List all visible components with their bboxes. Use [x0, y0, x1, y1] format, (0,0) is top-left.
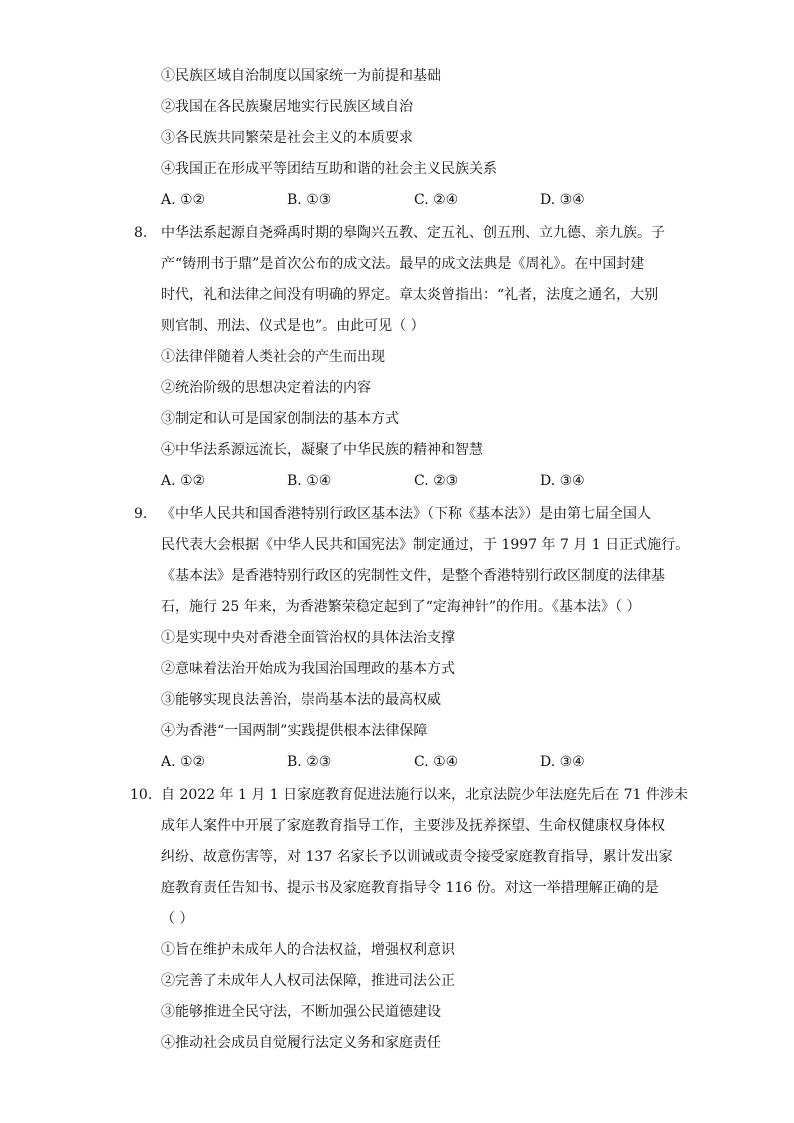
option-c: C. ①④	[414, 754, 459, 770]
statement: ③能够实现良法善治，崇尚基本法的最高权威	[161, 692, 441, 708]
option-a: A. ①②	[161, 754, 206, 770]
option-a: A. ①②	[161, 473, 206, 489]
statement: ②我国在各民族聚居地实行民族区域自治	[161, 99, 413, 115]
statement: ④我国正在形成平等团结互助和谐的社会主义民族关系	[161, 161, 497, 177]
statement: ①是实现中央对香港全面管治权的具体法治支撑	[161, 630, 455, 646]
option-c: C. ②④	[414, 192, 459, 208]
stem-line: 中华法系起源自尧舜禹时期的皋陶兴五教、定五礼、创五刑、立九德、亲九族。子	[161, 225, 665, 241]
option-b: B. ②③	[287, 754, 332, 770]
question-number: 9.	[134, 506, 148, 522]
option-d: D. ③④	[540, 192, 585, 208]
statement: ①法律伴随着人类社会的产生而出现	[161, 349, 385, 365]
option-c: C. ②③	[414, 473, 459, 489]
stem-line: 产“铸刑书于鼎”是首次公布的成文法。最早的成文法典是《周礼》。在中国封建	[161, 256, 645, 272]
stem-line: 《中华人民共和国香港特别行政区基本法》（下称《基本法》）是由第七届全国人	[161, 506, 651, 522]
stem-line: 自 2022 年 1 月 1 日家庭教育促进法施行以来，北京法院少年法庭先后在 71 件涉未	[161, 787, 688, 803]
statement: ②意味着法治开始成为我国治国理政的基本方式	[161, 661, 455, 677]
option-b: B. ①④	[287, 473, 332, 489]
stem-line: 时代，礼和法律之间没有明确的界定。章太炎曾指出：“礼者，法度之通名，大别	[161, 287, 659, 303]
statement: ④为香港“一国两制”实践提供根本法律保障	[161, 723, 428, 739]
statement: ③制定和认可是国家创制法的基本方式	[161, 411, 399, 427]
question-number: 10.	[130, 787, 153, 803]
statement: ①旨在维护未成年人的合法权益，增强权利意识	[161, 942, 455, 958]
option-b: B. ①③	[287, 192, 332, 208]
stem-line: 纠纷、故意伤害等，对 137 名家长予以训诫或责令接受家庭教育指导，累计发出家	[161, 849, 673, 865]
statement: ④中华法系源远流长，凝聚了中华民族的精神和智慧	[161, 442, 483, 458]
stem-line: 石，施行 25 年来，为香港繁荣稳定起到了“定海神针”的作用。《基本法》（ ）	[161, 599, 641, 615]
stem-line: 《基本法》是香港特别行政区的宪制性文件，是整个香港特别行政区制度的法律基	[161, 568, 665, 584]
option-a: A. ①②	[161, 192, 206, 208]
statement: ②完善了未成年人人权司法保障，推进司法公正	[161, 973, 455, 989]
option-d: D. ③④	[540, 473, 585, 489]
statement: ①民族区域自治制度以国家统一为前提和基础	[161, 68, 441, 84]
statement: ④推动社会成员自觉履行法定义务和家庭责任	[161, 1035, 441, 1051]
stem-line: 则官制、刑法、仪式是也”。由此可见（ ）	[161, 318, 425, 334]
stem-line: （ ）	[161, 911, 194, 927]
stem-line: 庭教育责任告知书、提示书及家庭教育指导令 116 份。对这一举措理解正确的是	[161, 880, 659, 896]
stem-line: 民代表大会根据《中华人民共和国宪法》制定通过，于 1997 年 7 月 1 日正式施行。	[161, 537, 690, 553]
option-d: D. ③④	[540, 754, 585, 770]
question-number: 8.	[134, 225, 148, 241]
statement: ③各民族共同繁荣是社会主义的本质要求	[161, 130, 413, 146]
statement: ③能够推进全民守法，不断加强公民道德建设	[161, 1004, 441, 1020]
stem-line: 成年人案件中开展了家庭教育指导工作，主要涉及抚养探望、生命权健康权身体权	[161, 818, 665, 834]
statement: ②统治阶级的思想决定着法的内容	[161, 380, 371, 396]
